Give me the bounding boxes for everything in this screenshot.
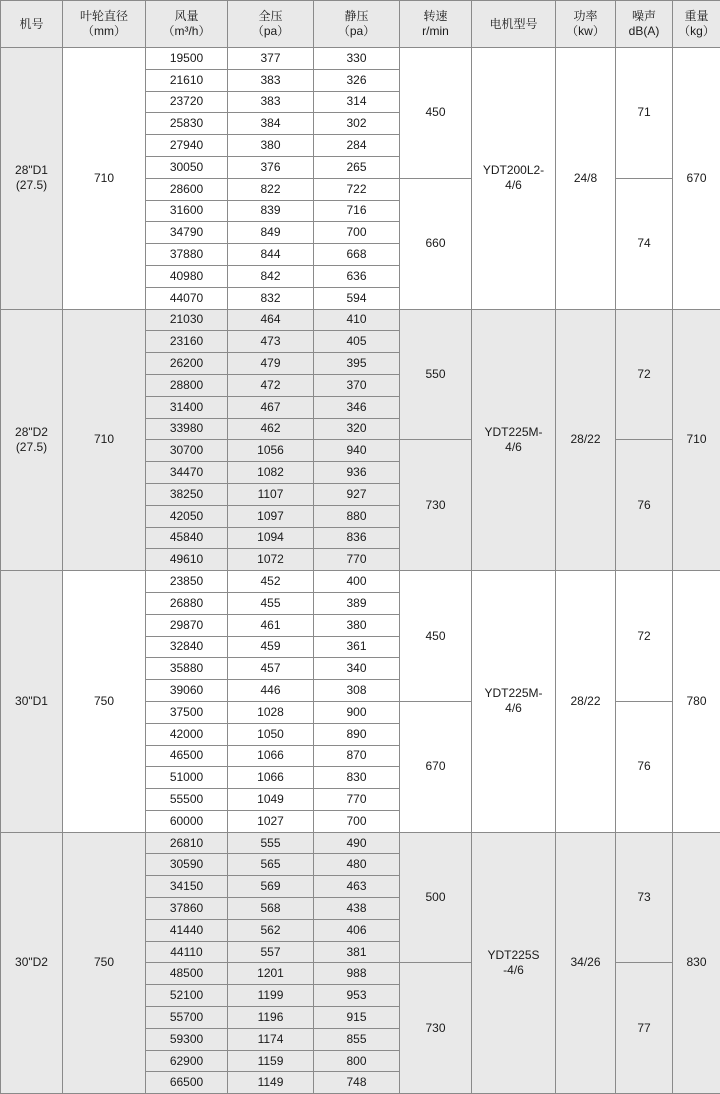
- cell-flow: 48500: [146, 963, 228, 985]
- cell-static-pressure: 668: [314, 244, 400, 266]
- cell-static-pressure: 361: [314, 636, 400, 658]
- cell-noise: 76: [616, 440, 673, 571]
- cell-diameter: 710: [63, 309, 146, 571]
- cell-static-pressure: 988: [314, 963, 400, 985]
- cell-flow: 62900: [146, 1050, 228, 1072]
- cell-flow: 40980: [146, 265, 228, 287]
- cell-static-pressure: 915: [314, 1007, 400, 1029]
- cell-flow: 30700: [146, 440, 228, 462]
- cell-flow: 28800: [146, 374, 228, 396]
- cell-flow: 23160: [146, 331, 228, 353]
- cell-power: 34/26: [556, 832, 616, 1094]
- cell-speed: 500: [400, 832, 472, 963]
- cell-static-pressure: 395: [314, 353, 400, 375]
- cell-static-pressure: 594: [314, 287, 400, 309]
- cell-motor: YDT225S -4/6: [472, 832, 556, 1094]
- cell-static-pressure: 410: [314, 309, 400, 331]
- cell-noise: 72: [616, 571, 673, 702]
- cell-total-pressure: 1027: [228, 810, 314, 832]
- cell-flow: 39060: [146, 680, 228, 702]
- cell-diameter: 750: [63, 832, 146, 1094]
- cell-weight: 780: [673, 571, 720, 833]
- cell-flow: 38250: [146, 483, 228, 505]
- cell-total-pressure: 383: [228, 91, 314, 113]
- cell-flow: 21610: [146, 69, 228, 91]
- header-weight: 重量 （kg）: [673, 1, 720, 48]
- cell-flow: 32840: [146, 636, 228, 658]
- cell-flow: 19500: [146, 48, 228, 70]
- cell-total-pressure: 462: [228, 418, 314, 440]
- header-static-pressure: 静压 （pa）: [314, 1, 400, 48]
- cell-total-pressure: 1056: [228, 440, 314, 462]
- cell-total-pressure: 380: [228, 135, 314, 157]
- cell-total-pressure: 1082: [228, 462, 314, 484]
- table-header: [1, 1, 720, 48]
- cell-flow: 52100: [146, 985, 228, 1007]
- cell-speed: 730: [400, 440, 472, 571]
- header-air-volume: 风量 （m³/h）: [146, 1, 228, 48]
- cell-static-pressure: 346: [314, 396, 400, 418]
- cell-model: 28"D2 (27.5): [1, 309, 63, 571]
- cell-static-pressure: 927: [314, 483, 400, 505]
- cell-flow: 35880: [146, 658, 228, 680]
- cell-noise: 73: [616, 832, 673, 963]
- cell-total-pressure: 479: [228, 353, 314, 375]
- cell-noise: 71: [616, 48, 673, 179]
- cell-flow: 21030: [146, 309, 228, 331]
- cell-weight: 710: [673, 309, 720, 571]
- cell-total-pressure: 377: [228, 48, 314, 70]
- cell-flow: 27940: [146, 135, 228, 157]
- cell-total-pressure: 822: [228, 178, 314, 200]
- header-power: 功率 （kw）: [556, 1, 616, 48]
- cell-static-pressure: 890: [314, 723, 400, 745]
- cell-flow: 26810: [146, 832, 228, 854]
- cell-static-pressure: 636: [314, 265, 400, 287]
- cell-weight: 670: [673, 48, 720, 310]
- cell-flow: 30590: [146, 854, 228, 876]
- cell-flow: 51000: [146, 767, 228, 789]
- cell-motor: YDT225M- 4/6: [472, 309, 556, 571]
- cell-flow: 46500: [146, 745, 228, 767]
- cell-flow: 42000: [146, 723, 228, 745]
- cell-total-pressure: 565: [228, 854, 314, 876]
- cell-total-pressure: 1049: [228, 789, 314, 811]
- cell-total-pressure: 1066: [228, 745, 314, 767]
- cell-total-pressure: 452: [228, 571, 314, 593]
- cell-flow: 45840: [146, 527, 228, 549]
- cell-static-pressure: 940: [314, 440, 400, 462]
- cell-static-pressure: 830: [314, 767, 400, 789]
- table-row: [1, 309, 720, 331]
- cell-static-pressure: 380: [314, 614, 400, 636]
- cell-static-pressure: 770: [314, 549, 400, 571]
- cell-power: 28/22: [556, 309, 616, 571]
- cell-static-pressure: 800: [314, 1050, 400, 1072]
- cell-flow: 37500: [146, 701, 228, 723]
- cell-total-pressure: 555: [228, 832, 314, 854]
- cell-static-pressure: 463: [314, 876, 400, 898]
- cell-motor: YDT200L2- 4/6: [472, 48, 556, 310]
- cell-flow: 28600: [146, 178, 228, 200]
- cell-diameter: 750: [63, 571, 146, 833]
- cell-total-pressure: 557: [228, 941, 314, 963]
- cell-total-pressure: 1072: [228, 549, 314, 571]
- cell-total-pressure: 1159: [228, 1050, 314, 1072]
- cell-total-pressure: 839: [228, 200, 314, 222]
- cell-static-pressure: 936: [314, 462, 400, 484]
- header-model: 机号: [1, 1, 63, 48]
- cell-flow: 60000: [146, 810, 228, 832]
- cell-speed: 660: [400, 178, 472, 309]
- cell-flow: 55700: [146, 1007, 228, 1029]
- cell-static-pressure: 400: [314, 571, 400, 593]
- cell-noise: 72: [616, 309, 673, 440]
- cell-flow: 55500: [146, 789, 228, 811]
- cell-flow: 49610: [146, 549, 228, 571]
- cell-static-pressure: 389: [314, 592, 400, 614]
- cell-static-pressure: 900: [314, 701, 400, 723]
- cell-flow: 37880: [146, 244, 228, 266]
- cell-static-pressure: 405: [314, 331, 400, 353]
- table-row: [1, 832, 720, 854]
- cell-noise: 74: [616, 178, 673, 309]
- cell-flow: 31600: [146, 200, 228, 222]
- cell-total-pressure: 1050: [228, 723, 314, 745]
- cell-model: 28"D1 (27.5): [1, 48, 63, 310]
- cell-diameter: 710: [63, 48, 146, 310]
- cell-total-pressure: 1094: [228, 527, 314, 549]
- cell-total-pressure: 384: [228, 113, 314, 135]
- table-body: [1, 48, 720, 1094]
- cell-static-pressure: 722: [314, 178, 400, 200]
- cell-static-pressure: 836: [314, 527, 400, 549]
- cell-noise: 77: [616, 963, 673, 1094]
- cell-total-pressure: 1097: [228, 505, 314, 527]
- cell-flow: 31400: [146, 396, 228, 418]
- cell-flow: 42050: [146, 505, 228, 527]
- cell-static-pressure: 302: [314, 113, 400, 135]
- cell-static-pressure: 700: [314, 222, 400, 244]
- cell-flow: 34150: [146, 876, 228, 898]
- header-total-pressure: 全压 （pa）: [228, 1, 314, 48]
- cell-static-pressure: 265: [314, 156, 400, 178]
- cell-total-pressure: 1028: [228, 701, 314, 723]
- cell-total-pressure: 569: [228, 876, 314, 898]
- table-row: [1, 48, 720, 70]
- cell-motor: YDT225M- 4/6: [472, 571, 556, 833]
- header-motor-model: 电机型号: [472, 1, 556, 48]
- cell-flow: 30050: [146, 156, 228, 178]
- cell-static-pressure: 953: [314, 985, 400, 1007]
- cell-speed: 670: [400, 701, 472, 832]
- cell-model: 30"D2: [1, 832, 63, 1094]
- cell-total-pressure: 849: [228, 222, 314, 244]
- cell-flow: 34790: [146, 222, 228, 244]
- cell-power: 24/8: [556, 48, 616, 310]
- cell-static-pressure: 340: [314, 658, 400, 680]
- cell-speed: 450: [400, 48, 472, 179]
- cell-total-pressure: 1201: [228, 963, 314, 985]
- cell-static-pressure: 406: [314, 919, 400, 941]
- cell-total-pressure: 568: [228, 898, 314, 920]
- header-rotation-speed: 转速 r/min: [400, 1, 472, 48]
- cell-total-pressure: 455: [228, 592, 314, 614]
- cell-static-pressure: 284: [314, 135, 400, 157]
- cell-static-pressure: 326: [314, 69, 400, 91]
- cell-total-pressure: 473: [228, 331, 314, 353]
- cell-static-pressure: 320: [314, 418, 400, 440]
- cell-flow: 26880: [146, 592, 228, 614]
- cell-total-pressure: 457: [228, 658, 314, 680]
- cell-flow: 37860: [146, 898, 228, 920]
- cell-flow: 26200: [146, 353, 228, 375]
- cell-flow: 23850: [146, 571, 228, 593]
- cell-flow: 34470: [146, 462, 228, 484]
- cell-total-pressure: 459: [228, 636, 314, 658]
- cell-static-pressure: 716: [314, 200, 400, 222]
- cell-flow: 59300: [146, 1028, 228, 1050]
- cell-static-pressure: 438: [314, 898, 400, 920]
- cell-flow: 66500: [146, 1072, 228, 1094]
- cell-total-pressure: 383: [228, 69, 314, 91]
- cell-static-pressure: 748: [314, 1072, 400, 1094]
- cell-static-pressure: 330: [314, 48, 400, 70]
- cell-total-pressure: 1199: [228, 985, 314, 1007]
- cell-static-pressure: 314: [314, 91, 400, 113]
- cell-total-pressure: 464: [228, 309, 314, 331]
- header-impeller-diameter: 叶轮直径 （mm）: [63, 1, 146, 48]
- cell-power: 28/22: [556, 571, 616, 833]
- table-row: [1, 571, 720, 593]
- cell-total-pressure: 562: [228, 919, 314, 941]
- cell-total-pressure: 1149: [228, 1072, 314, 1094]
- cell-total-pressure: 461: [228, 614, 314, 636]
- cell-total-pressure: 1174: [228, 1028, 314, 1050]
- cell-flow: 29870: [146, 614, 228, 636]
- cell-static-pressure: 480: [314, 854, 400, 876]
- cell-total-pressure: 472: [228, 374, 314, 396]
- cell-total-pressure: 1066: [228, 767, 314, 789]
- cell-speed: 730: [400, 963, 472, 1094]
- cell-total-pressure: 842: [228, 265, 314, 287]
- cell-flow: 44070: [146, 287, 228, 309]
- cell-static-pressure: 855: [314, 1028, 400, 1050]
- cell-total-pressure: 1107: [228, 483, 314, 505]
- cell-static-pressure: 770: [314, 789, 400, 811]
- cell-speed: 550: [400, 309, 472, 440]
- cell-static-pressure: 370: [314, 374, 400, 396]
- cell-flow: 44110: [146, 941, 228, 963]
- cell-static-pressure: 308: [314, 680, 400, 702]
- cell-total-pressure: 844: [228, 244, 314, 266]
- cell-static-pressure: 490: [314, 832, 400, 854]
- cell-model: 30"D1: [1, 571, 63, 833]
- cell-total-pressure: 1196: [228, 1007, 314, 1029]
- cell-flow: 25830: [146, 113, 228, 135]
- cell-total-pressure: 467: [228, 396, 314, 418]
- cell-noise: 76: [616, 701, 673, 832]
- cell-static-pressure: 381: [314, 941, 400, 963]
- header-noise: 噪声 dB(A): [616, 1, 673, 48]
- header-row: [1, 1, 720, 48]
- cell-total-pressure: 446: [228, 680, 314, 702]
- cell-flow: 41440: [146, 919, 228, 941]
- cell-total-pressure: 376: [228, 156, 314, 178]
- cell-weight: 830: [673, 832, 720, 1094]
- cell-static-pressure: 700: [314, 810, 400, 832]
- cell-static-pressure: 870: [314, 745, 400, 767]
- cell-total-pressure: 832: [228, 287, 314, 309]
- cell-flow: 23720: [146, 91, 228, 113]
- cell-speed: 450: [400, 571, 472, 702]
- cell-static-pressure: 880: [314, 505, 400, 527]
- cell-flow: 33980: [146, 418, 228, 440]
